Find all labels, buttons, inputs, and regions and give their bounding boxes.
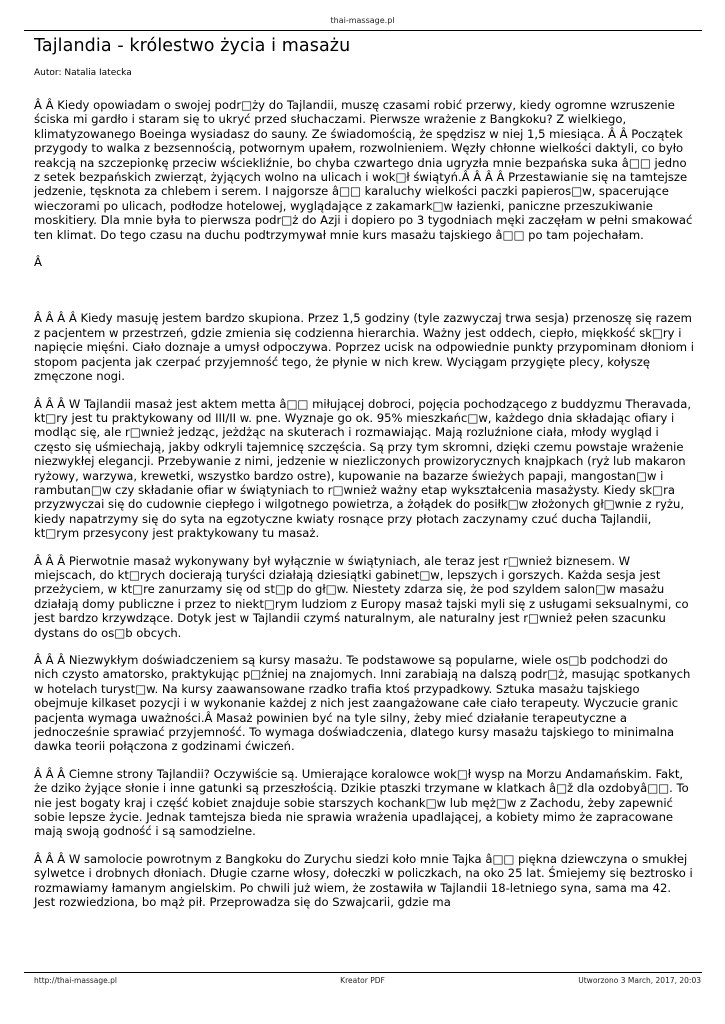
paragraph-4: Â Â Â W Tajlandii masaż jest aktem metta â□□ miłującej dobroci, pojęcia pochodzącego z buddyzmu Theravada, kt□ry jest tu praktykowany od III/II w. pne. Wyznaje go ok. 95% mieszkańc□w, każdego dnia składając ofiary i modląc się, ale r□wnież jedząc, jeżdżąc na skuterach i rozmawiając. Mają rozluźnione ciała, młody wygląd i często się uśmiechają, jakby odkryli tajemnicę szczęścia. Są przy tym skromni, dzięki czemu powstaje wrażenie niezwykłej elegancji. Przebywanie z nimi, jedzenie w niezliczonych prowizorycznych knajpkach (ryż lub makaron ryżowy, warzywa, krewetki, wszystko bardzo ostre), kupowanie na bazarze świeżych papaji, mangostan□w i rambutan□w czy składanie ofiar w świątyniach to r□wnież ważny etap wykształcenia masażysty. Kiedy sk□ra przyzwyczai się do cudownie ciepłego i wilgotnego powietrza, a żołądek do posiłk□w złożonych gł□wnie z ryżu, kiedy napatrzymy się do syta na egzotyczne kwiaty rosnące przy płotach zaczynamy czuć ducha Tajlandii, kt□rym przesycony jest praktykowany tu masaż. [34,396,692,541]
paragraph-6: Â Â Â Niezwykłym doświadczeniem są kursy masażu. Te podstawowe są popularne, wiele os□b podchodzi do nich czysto amatorsko, praktykując p□źniej na znajomych. Inni zarabiają na dalszą podr□ż, masując spotkanych w hotelach turyst□w. Na kursy zaawansowane rzadko trafia ktoś przypadkowy. Sztuka masażu tajskiego obejmuje kilkaset pozycji i w wykonanie każdej z nich jest zaangażowane całe ciało terapeuty. Wyczucie granic pacjenta wymaga uważności.Â Masaż powinien być na tyle silny, żeby mieć działanie terapeutyczne a jednocześnie sprawiać przyjemność. To wymaga doświadczenia, dlatego kursy masażu tajskiego to minimalna dawka teorii połączona z godzinami ćwiczeń. [34,653,691,754]
site-header: thai-massage.pl [330,16,395,25]
paragraph-1: Â Â Kiedy opowiadam o swojej podr□ży do Tajlandii, muszę czasami robić przerwy, kiedy ogromne wzruszenie ściska mi gardło i staram się to ukryć przed słuchaczami. Pierwsze wrażenie z Bangkoku? Z wielkiego, klimatyzowanego Boeinga wysiadasz do sauny. Ze świadomością, że spędzisz w niej 1,5 miesiąca. Â Â Początek przygody to walka z bezsennością, potwornym upałem, rozwolnieniem. Węzły chłonne wielkości daktyli, co było reakcją na szczepionkę przeciw wściekliźnie, bo chyba czwartego dnia ugryzła mnie bezpańska suka â□□ jedno z setek bezpańskich zwierząt, żyjących wolno na ulicach i wok□ł świątyń.Â Â Â Â Przestawianie się na tamtejsze jedzenie, tęsknota za chlebem i serem. I najgorsze â□□ karaluchy wielkości paczki papieros□w, spacerujące wieczorami po ulicach, podłodze hotelowej, wyglądające z zakamark□w łazienki, paniczne przeszukiwanie moskitiery. Dla mnie była to pierwsza podr□ż do Azji i dopiero po 3 tygodniach męki zaczęłam w pełni smakować ten klimat. Do tego czasu na duchu podtrzymywał mnie kurs masażu tajskiego â□□ po tam pojechałam. [34,98,693,242]
article-author: Autor: Natalia Iatecka [34,68,132,78]
footer-generator: Kreator PDF [340,976,385,985]
article-body [34,98,694,923]
footer-rule [24,972,702,973]
paragraph-2: Â [34,255,42,270]
paragraph-8: Â Â Â W samolocie powrotnym z Bangkoku do Zurychu siedzi koło mnie Tajka â□□ piękna dziewczyna o smukłej sylwetce i drobnych dłoniach. Długie czarne włosy, dołeczki w policzkach, na oko 25 lat. Śmiejemy się beztrosko i rozmawiamy łamanym angielskim. Po chwili już wiem, że zostawiła w Tajlandii 18-letniego syna, sama ma 42. Jest rozwiedziona, bo mąż pił. Przeprowadza się do Szwajcarii, gdzie ma [34,851,693,910]
paragraph-3: Â Â Â Â Kiedy masuję jestem bardzo skupiona. Przez 1,5 godziny (tyle zazwyczaj trwa sesja) przenoszę się razem z pacjentem w przestrzeń, gdzie zmienia się codzienna hierarchia. Ważny jest oddech, ciepło, miękkość sk□ry i napięcie mięśni. Ciało doznaje a umysł odpoczywa. Poprzez ucisk na odpowiednie punkty przypominam dłoniom i stopom pacjenta jak czerpać przyjemność tego, że płynie w nich krew. Wyciągam przygięte plecy, kołyszę zmęczone nogi. [34,311,694,384]
header-rule [24,30,702,31]
article-title: Tajlandia - królestwo życia i masażu [34,36,351,56]
paragraph-5: Â Â Â Pierwotnie masaż wykonywany był wyłącznie w świątyniach, ale teraz jest r□wnież biznesem. W miejscach, do kt□rych docierają turyści działają dziesiątki gabinet□w, lepszych i gorszych. Każda sesja jest przeżyciem, w kt□re zanurzamy się od st□p do gł□w. Niestety zdarza się, że pod szyldem salon□w masażu działają domy publiczne i przez to niekt□rym ludziom z Europy masaż tajski myli się z usługami seksualnymi, co jest bardzo krzywdzące. Dotyk jest w Tajlandii czymś naturalnym, ale naturalny jest r□wnież pełen szacunku dystans do os□b obcych. [34,553,689,640]
footer-created: Utworzono 3 March, 2017, 20:03 [578,976,701,985]
footer-url: http://thai-massage.pl [34,976,117,985]
paragraph-7: Â Â Â Ciemne strony Tajlandii? Oczywiście są. Umierające koralowce wok□ł wysp na Morzu Andamańskim. Fakt, że dziko żyjące słonie i inne gatunki są przeszłością. Dzikie ptaszki trzymane w klatkach â□ž dla ozdobyâ□□. To nie jest bogaty kraj i część kobiet znajduje sobie starszych kochank□w lub męż□w z Zachodu, żeby zapewnić sobie lepsze życie. Jednak tamtejsza bieda nie sprawia wrażenia upadlającej, a kobiety mimo że zapracowane mają swoją godność i są samodzielne. [34,766,689,839]
